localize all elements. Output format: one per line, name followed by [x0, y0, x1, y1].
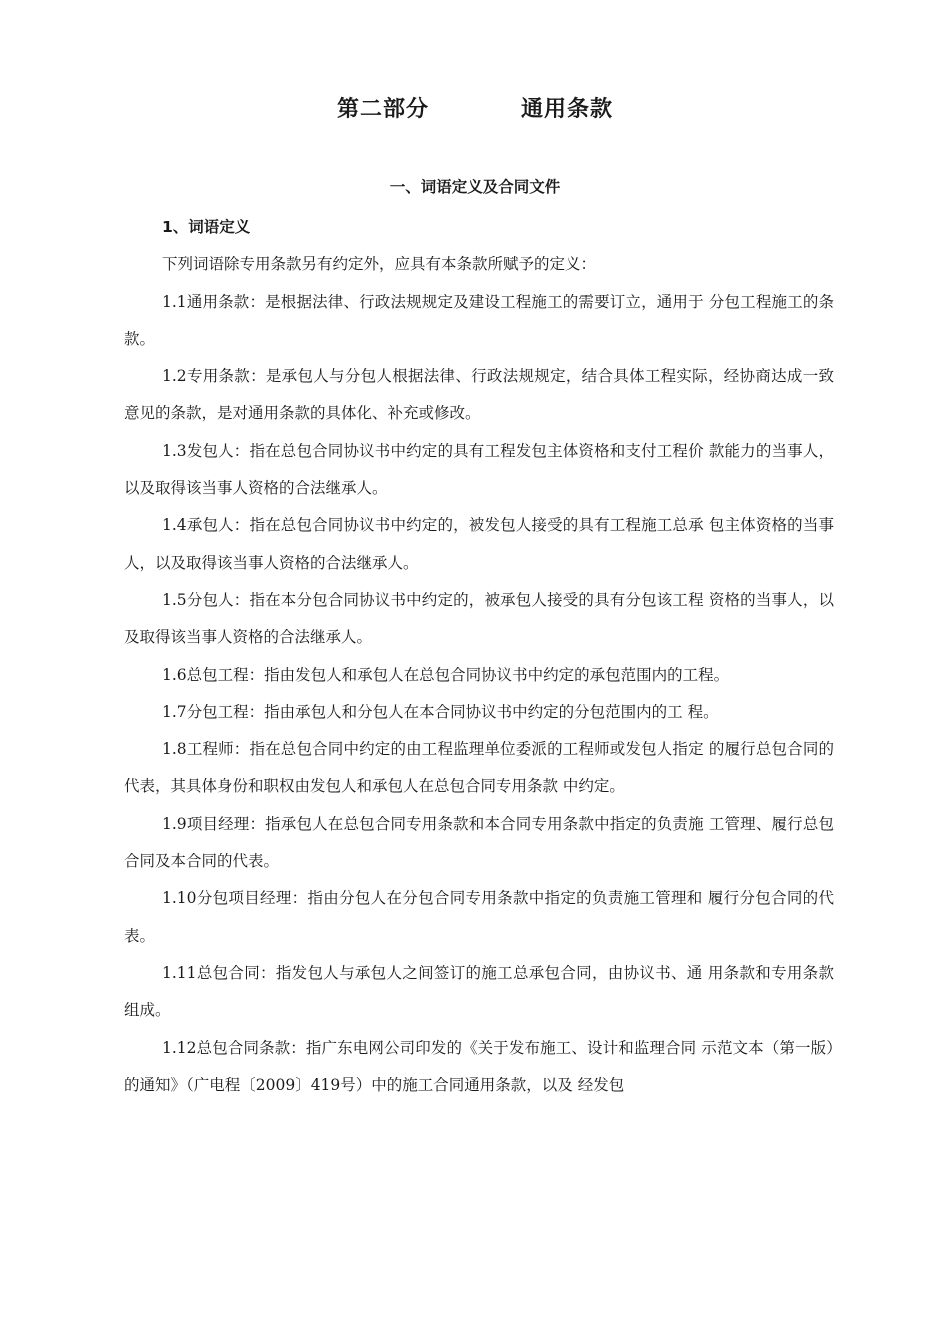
- subsection-title: 1、词语定义: [162, 218, 251, 236]
- clause-1-11: 1.11总包合同：指发包人与承包人之间签订的施工总承包合同，由协议书、通 用条款和专用条款组成。: [124, 963, 834, 1020]
- part-title: [0, 92, 950, 123]
- part-label: 第二部分: [336, 97, 429, 122]
- clause-1-6: 1.6总包工程：指由发包人和承包人在总包合同协议书中约定的承包范围内的工程。: [162, 665, 730, 684]
- clause-1-1: 1.1通用条款：是根据法律、行政法规规定及建设工程施工的需要订立，通用于 分包工程施工的条款。: [124, 292, 834, 348]
- section-title: 一、词语定义及合同文件: [389, 178, 561, 196]
- clause-1-5: 1.5分包人：指在本分包合同协议书中约定的，被承包人接受的具有分包该工程 资格的当事人，以及取得该当事人资格的合法继承人。: [124, 590, 834, 647]
- document-body: [124, 209, 834, 1104]
- clause-1-3: 1.3发包人：指在总包合同协议书中约定的具有工程发包主体资格和支付工程价 款能力的当事人，以及取得该当事人资格的合法继承人。: [124, 441, 834, 498]
- clause-1-7: 1.7分包工程：指由承包人和分包人在本合同协议书中约定的分包范围内的工 程。: [162, 702, 719, 721]
- part-name: 通用条款: [521, 97, 614, 122]
- clause-1-8: 1.8工程师：指在总包合同中约定的由工程监理单位委派的工程师或发包人指定 的履行总包合同的代表，其具体身份和职权由发包人和承包人在总包合同专用条款 中约定。: [124, 740, 834, 796]
- clause-1-10: 1.10分包项目经理：指由分包人在分包合同专用条款中指定的负责施工管理和 履行分包合同的代表。: [124, 889, 834, 945]
- clause-1-12: 1.12总包合同条款：指广东电网公司印发的《关于发布施工、设计和监理合同 示范文本（第一版）的通知》（广电程〔2009〕419号）中的施工合同通用条款，以及 经发包: [124, 1038, 834, 1094]
- clause-1-2: 1.2专用条款：是承包人与分包人根据法律、行政法规规定，结合具体工程实际，经协商达成一致意见的条款，是对通用条款的具体化、补充或修改。: [124, 367, 834, 423]
- clause-1-4: 1.4承包人：指在总包合同协议书中约定的，被发包人接受的具有工程施工总承 包主体资格的当事人，以及取得该当事人资格的合法继承人。: [124, 516, 834, 572]
- clause-1-9: 1.9项目经理：指承包人在总包合同专用条款和本合同专用条款中指定的负责施 工管理、履行总包合同及本合同的代表。: [124, 814, 834, 871]
- intro-paragraph: 下列词语除专用条款另有约定外，应具有本条款所赋予的定义：: [162, 255, 597, 274]
